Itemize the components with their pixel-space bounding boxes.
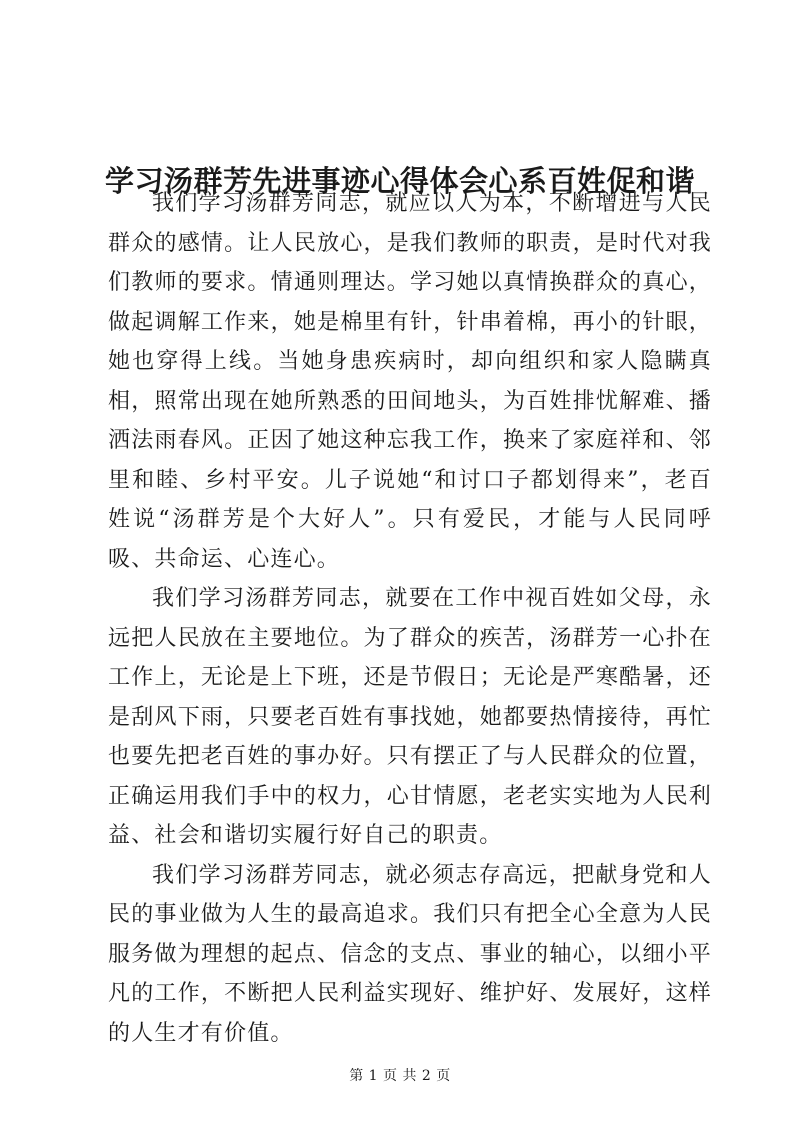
paragraph-3: 我们学习汤群芳同志，就必须志存高远，把献身党和人民的事业做为人生的最高追求。我们只有把全心全意为人民服务做为理想的起点、信念的支点、事业的轴心，以细小平凡的工作，不断把人民利益实现好、维护好、发展好，这样的人生才有价值。 bbox=[108, 862, 712, 1046]
document-body bbox=[108, 184, 712, 1053]
paragraph-1: 我们学习汤群芳同志，就应以人为本，不断增进与人民群众的感情。让人民放心，是我们教师的职责，是时代对我们教师的要求。情通则理达。学习她以真情换群众的真心，做起调解工作来，她是棉里有针，针串着棉，再小的针眼，她也穿得上线。当她身患疾病时，却向组织和家人隐瞒真相，照常出现在她所熟悉的田间地头，为百姓排忧解难、播洒法雨春风。正因了她这种忘我工作，换来了家庭祥和、邻里和睦、乡村平安。儿子说她“和讨口子都划得来”，老百姓说“汤群芳是个大好人”。只有爱民，才能与人民同呼吸、共命运、心连心。 bbox=[108, 191, 712, 572]
paragraph-2: 我们学习汤群芳同志，就要在工作中视百姓如父母，永远把人民放在主要地位。为了群众的疾苦，汤群芳一心扑在工作上，无论是上下班，还是节假日；无论是严寒酷暑，还是刮风下雨，只要老百姓有事找她，她都要热情接待，再忙也要先把老百姓的事办好。只有摆正了与人民群众的位置，正确运用我们手中的权力，心甘情愿，老老实实地为人民利益、社会和谐切实履行好自己的职责。 bbox=[108, 586, 712, 848]
page-footer bbox=[0, 1066, 800, 1086]
page-number-indicator: 第 1 页 共 2 页 bbox=[349, 1068, 451, 1084]
document-title: 学习汤群芳先进事迹心得体会心系百姓促和谐 bbox=[104, 164, 695, 199]
